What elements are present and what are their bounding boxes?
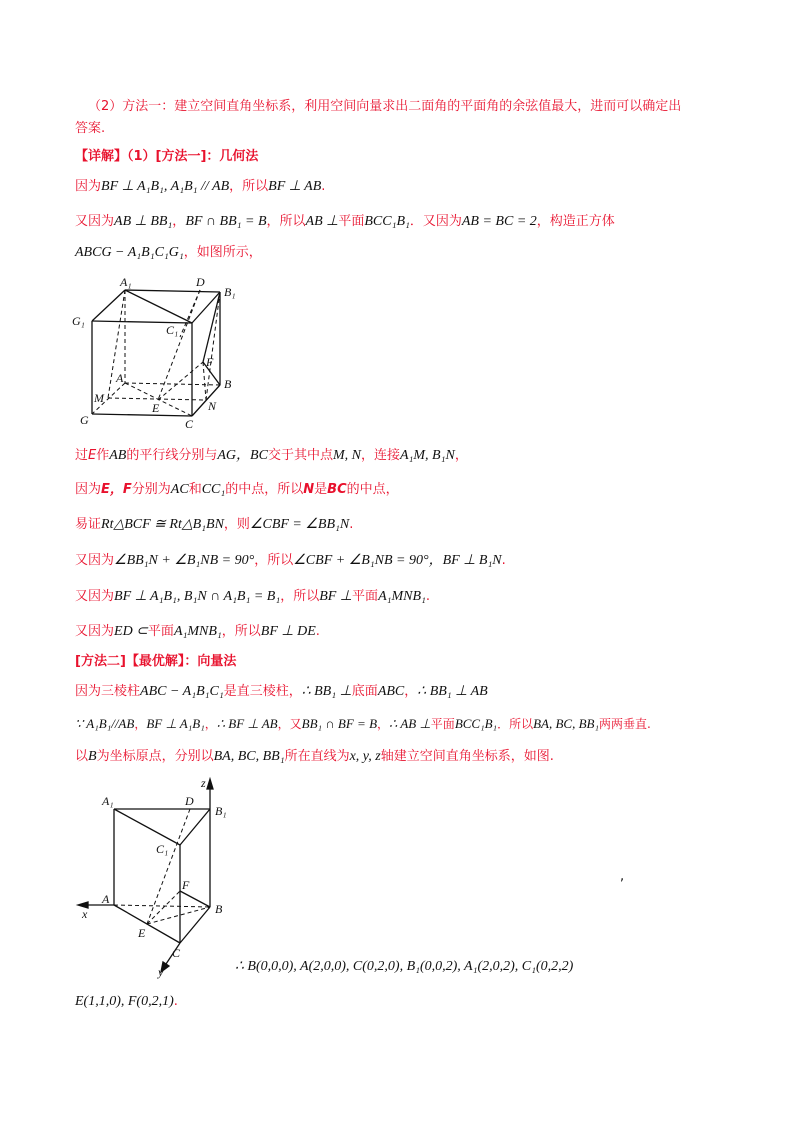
label-D: D — [185, 794, 194, 808]
t: ， — [204, 717, 217, 731]
heading-text: [方法二]【最优解】：向量法 — [75, 654, 237, 669]
math: M, N — [332, 448, 361, 463]
t: 因为三棱柱 — [75, 684, 141, 699]
coordinates-line-2 — [75, 993, 178, 1011]
text-line-4 — [75, 213, 615, 231]
t: 因为 — [75, 179, 102, 194]
answer-label: 答案. — [75, 121, 106, 136]
math: AB ⊥ BB₁ — [114, 214, 173, 229]
t: 底面 — [351, 684, 378, 699]
math: CC₁ — [201, 482, 226, 497]
t: 以 — [75, 749, 89, 764]
t: 交于其中点 — [267, 448, 333, 463]
text-line-13 — [75, 683, 488, 701]
label-A1: A₁ — [102, 794, 114, 808]
label-B: B — [224, 377, 232, 391]
t: 两两垂直. — [599, 717, 651, 731]
label-z: z — [201, 776, 206, 790]
math: BA, BC, BB₁ — [213, 749, 285, 764]
t: . — [321, 179, 326, 194]
math: A₁MNB₁ — [173, 624, 222, 639]
t: 的平行线分别与 — [126, 448, 218, 463]
t: 又因为 — [75, 553, 115, 568]
t: ，所以 — [266, 214, 306, 229]
t: 所在直线为 — [284, 749, 350, 764]
method-summary: （2）方法一：建立空间直角坐标系，利用空间向量求出二面角的平面角的余弦值最大，进而可以确定出 — [88, 99, 682, 114]
label-E: E — [152, 401, 160, 415]
t: 过 — [75, 448, 89, 463]
t: ，又 — [277, 717, 302, 731]
math: A₁MNB₁ — [378, 589, 426, 604]
t: ．所以 — [497, 717, 534, 731]
t: . — [501, 553, 506, 568]
math: BF ⊥ A₁B₁ — [146, 716, 205, 731]
t: ，构造正方体 — [536, 214, 615, 229]
math: ∠CBF + ∠B₁NB = 90°，BF ⊥ B₁N — [293, 553, 502, 568]
t: 平面 — [352, 589, 379, 604]
heading-detail — [75, 148, 258, 166]
t: 平面 — [338, 214, 365, 229]
t: BC — [327, 482, 347, 497]
math: ∴ AB ⊥ — [389, 716, 431, 731]
math: ∠BB₁N + ∠B₁NB = 90° — [114, 553, 255, 568]
label-M: M — [94, 391, 104, 405]
math: BF ⊥ A₁B₁, B₁N ∩ A₁B₁ = B₁ — [114, 589, 281, 604]
math: x, y, z — [349, 749, 381, 764]
coordinates-line-1 — [235, 958, 573, 976]
math: ∴ BF ⊥ AB — [216, 716, 278, 731]
t: 是直三棱柱， — [223, 684, 302, 699]
t: 分别为 — [131, 482, 171, 497]
label-B: B — [215, 902, 223, 916]
label-C: C — [185, 417, 194, 431]
t: ， — [404, 684, 418, 699]
t: 易证 — [75, 517, 102, 532]
t: 是 — [314, 482, 328, 497]
label-C1: C₁ — [156, 842, 169, 856]
label-A: A — [102, 892, 110, 906]
t: . — [425, 589, 431, 604]
text-line-1 — [88, 98, 681, 116]
math: ∵ A₁B₁//AB — [75, 716, 135, 731]
stray-comma — [620, 868, 624, 886]
label-E: E — [138, 926, 146, 940]
text-line-9 — [75, 552, 506, 570]
text-line-11 — [75, 623, 320, 641]
t: E，F — [101, 482, 132, 497]
t: ，所以 — [229, 179, 269, 194]
t: , — [620, 869, 625, 884]
math: ABC — [377, 684, 405, 699]
label-F: F — [182, 878, 190, 892]
math: AB — [109, 448, 127, 463]
t: ，所以 — [221, 624, 261, 639]
t: 平面 — [430, 717, 455, 731]
math: AB ⊥ — [305, 214, 339, 229]
label-B1: B₁ — [215, 804, 227, 818]
label-C: C — [172, 946, 181, 960]
t: ．又因为 — [409, 214, 462, 229]
math: AG，BC — [217, 448, 268, 463]
t: ， — [377, 717, 390, 731]
math: ABCG − A₁B₁C₁G₁ — [75, 245, 184, 260]
text-line-14 — [75, 715, 651, 733]
label-G1: G₁ — [72, 314, 85, 328]
heading-text: 【详解】（1）[方法一]：几何法 — [75, 149, 259, 164]
text-line-6 — [75, 447, 468, 465]
math: BF ⊥ A₁B₁, A₁B₁ // AB — [101, 179, 230, 194]
math: BCC₁B₁ — [454, 716, 498, 731]
t: ，则 — [223, 517, 250, 532]
label-D: D — [196, 275, 205, 289]
cube-figure — [70, 272, 250, 432]
t: E — [88, 448, 97, 463]
t: ， — [172, 214, 186, 229]
label-y: y — [158, 965, 164, 979]
t: 和 — [188, 482, 202, 497]
math: A₁M, B₁N — [399, 448, 455, 463]
t: 又因为 — [75, 589, 115, 604]
t: 又因为 — [75, 624, 115, 639]
t: . — [315, 624, 320, 639]
t: 的中点， — [346, 482, 399, 497]
math: B — [88, 749, 97, 764]
math: ABC − A₁B₁C₁ — [140, 684, 224, 699]
math: BA, BC, BB₁ — [533, 716, 599, 731]
math: AC — [170, 482, 189, 497]
label-G: G — [80, 413, 89, 427]
math: ∴ B(0,0,0), A(2,0,0), C(0,2,0), B₁(0,0,2), A₁(2,0,2), C₁(0,2,2) — [235, 959, 574, 974]
heading-method-two — [75, 653, 236, 671]
text-line-7 — [75, 481, 399, 499]
t: 平面 — [147, 624, 174, 639]
t: ，所以 — [254, 553, 294, 568]
text-line-5 — [75, 244, 262, 262]
text-line-10 — [75, 588, 430, 606]
t: . — [173, 994, 178, 1009]
math: BF ⊥ AB — [268, 179, 322, 194]
math: BF ⊥ DE — [260, 624, 316, 639]
text-line-8 — [75, 516, 353, 534]
text-line-15 — [75, 748, 554, 766]
math: ∠CBF = ∠BB₁N — [249, 517, 350, 532]
t: ， — [134, 717, 147, 731]
math: BB₁ ∩ BF = B — [301, 716, 378, 731]
t: . — [349, 517, 354, 532]
text-line-1b — [75, 120, 105, 138]
label-A1: A₁ — [120, 275, 132, 289]
math: ∴ BB₁ ⊥ — [301, 684, 352, 699]
t: 轴建立空间直角坐标系，如图. — [380, 749, 554, 764]
t: 为坐标原点，分别以 — [96, 749, 214, 764]
prism-figure — [72, 775, 242, 980]
math: E(1,1,0), F(0,2,1) — [75, 994, 174, 1009]
math: BF ⊥ — [319, 589, 353, 604]
t: ， — [454, 448, 468, 463]
label-B1: B₁ — [224, 285, 236, 299]
math: ∴ BB₁ ⊥ AB — [417, 684, 488, 699]
t: 的中点，所以 — [225, 482, 304, 497]
t: 又因为 — [75, 214, 115, 229]
t: ，所以 — [280, 589, 320, 604]
label-A: A — [116, 371, 124, 385]
t: 作 — [96, 448, 110, 463]
label-N: N — [208, 399, 217, 413]
t: 因为 — [75, 482, 102, 497]
math: BCC₁B₁ — [364, 214, 410, 229]
label-C1: C₁ — [166, 323, 179, 337]
t: N — [303, 482, 315, 497]
math: AB = BC = 2 — [461, 214, 537, 229]
text-line-3 — [75, 178, 325, 196]
t: ，如图所示， — [183, 245, 262, 260]
t: ，连接 — [360, 448, 400, 463]
math: BF ∩ BB₁ = B — [185, 214, 267, 229]
label-F: F — [206, 355, 214, 369]
math: ED ⊂ — [114, 624, 148, 639]
label-x: x — [82, 907, 88, 921]
math: Rt△BCF ≅ Rt△B₁BN — [101, 517, 224, 532]
